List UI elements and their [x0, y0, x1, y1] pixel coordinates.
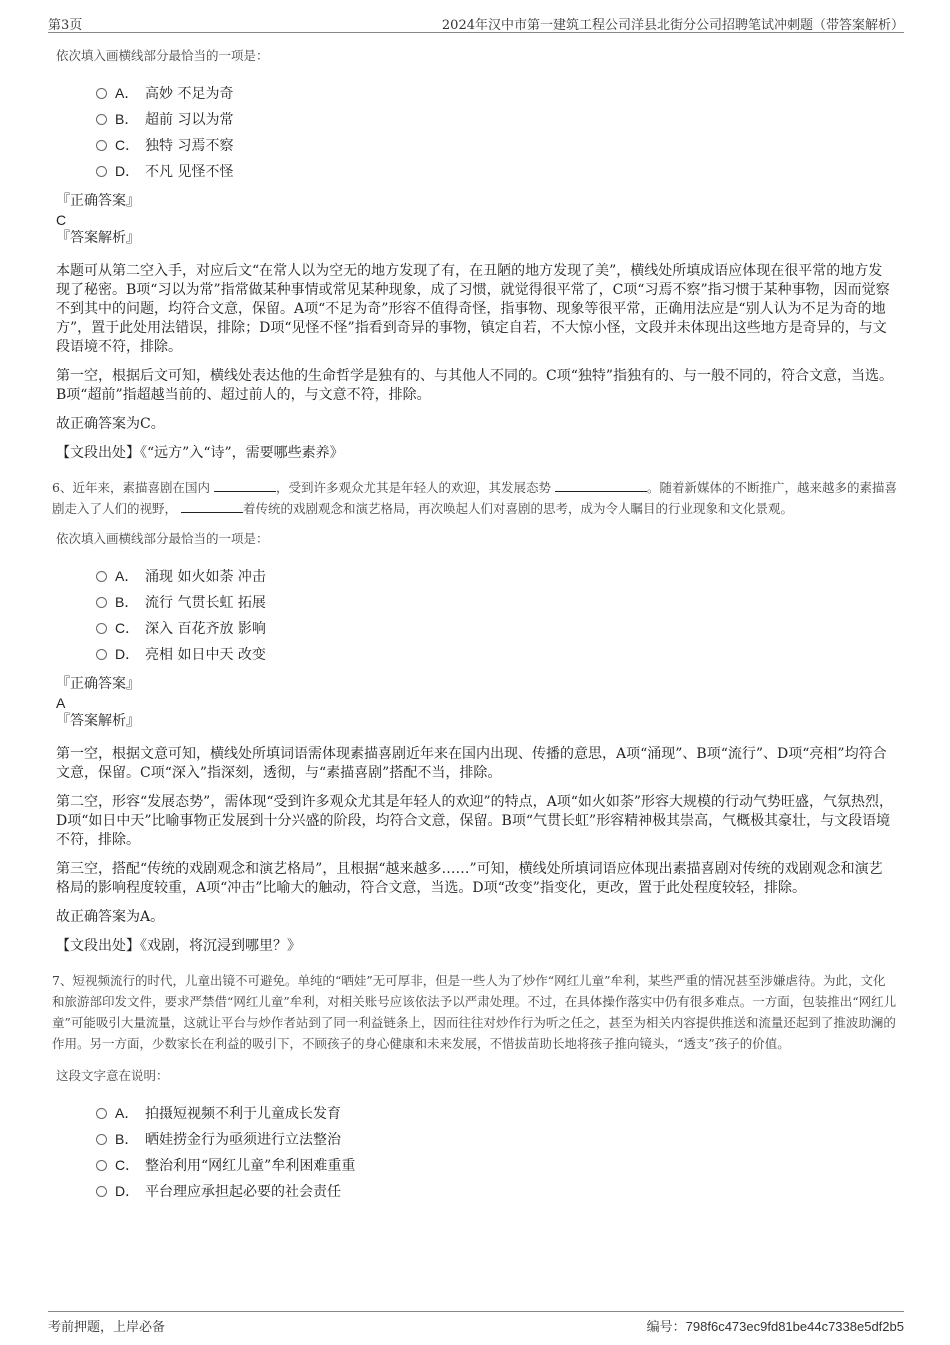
radio-icon[interactable] [96, 571, 107, 582]
option-d[interactable]: D． 亮相 如日中天 改变 [96, 641, 896, 667]
fill-blank[interactable] [214, 479, 276, 492]
radio-icon[interactable] [96, 649, 107, 660]
option-a[interactable]: A． 涌现 如火如荼 冲击 [96, 563, 896, 589]
radio-icon[interactable] [96, 597, 107, 608]
option-b[interactable]: B． 流行 气贯长虹 拓展 [96, 589, 896, 615]
document-title: 2024年汉中市第一建筑工程公司洋县北街分公司招聘笔试冲刺题（带答案解析） [441, 18, 904, 33]
page-content [52, 40, 897, 1204]
question-stem: 6、近年来，素描喜剧在国内 ，受到许多观众尤其是年轻人的欢迎，其发展态势 。随着新媒体的不断推广，越来越多的素描喜剧走入了人们的视野， 着传统的戏剧观念和演艺格局，再次唤起人们对喜剧的思考，成为令人瞩目的行业现象和文化景观。 [52, 480, 897, 516]
answer-value: C [56, 212, 67, 228]
fill-blank[interactable] [181, 500, 243, 513]
fill-blank[interactable] [555, 479, 647, 492]
option-a[interactable]: A． 拍摄短视频不利于儿童成长发育 [96, 1100, 896, 1126]
radio-icon[interactable] [96, 88, 107, 99]
analysis-label: 『答案解析』 [56, 713, 140, 729]
source-line: 【文段出处】《“远方”入“诗”，需要哪些素养》 [56, 445, 344, 461]
question-prompt: 依次填入画横线部分最恰当的一项是： [56, 531, 269, 546]
option-b[interactable]: B． 超前 习以为常 [96, 106, 896, 132]
page-footer [48, 1311, 904, 1338]
analysis-paragraph: 第二空，形容“发展态势”，需体现“受到许多观众尤其是年轻人的欢迎”的特点，A项“如火如荼”形容大规模的行动气势旺盛，气氛热烈，D项“如日中天”比喻事物正发展到十分兴盛的阶段，均符合文意，保留。B项“气贯长虹”形容精神极其崇高，气概极其豪壮，与文段语境不符，排除。 [56, 794, 894, 848]
radio-icon[interactable] [96, 1108, 107, 1119]
option-c[interactable]: C． 独特 习焉不察 [96, 132, 896, 158]
options-list [96, 80, 896, 184]
page-number: 第3页 [48, 18, 83, 33]
question-prompt: 依次填入画横线部分最恰当的一项是： [56, 48, 269, 63]
page-header [48, 12, 904, 33]
option-a[interactable]: A． 高妙 不足为奇 [96, 80, 896, 106]
radio-icon[interactable] [96, 140, 107, 151]
radio-icon[interactable] [96, 1186, 107, 1197]
radio-icon[interactable] [96, 114, 107, 125]
analysis-paragraph: 第一空，根据文意可知，横线处所填词语需体现素描喜剧近年来在国内出现、传播的意思，A项“涌现”、B项“流行”、D项“亮相”均符合文意，保留。C项“深入”指深刻，透彻，与“素描喜剧”搭配不当，排除。 [56, 746, 887, 781]
question-7 [52, 970, 897, 1204]
radio-icon[interactable] [96, 1134, 107, 1145]
source-line: 【文段出处】《戏剧，将沉浸到哪里？》 [56, 938, 301, 954]
analysis-paragraph: 故正确答案为A。 [56, 909, 165, 925]
option-d[interactable]: D． 不凡 见怪不怪 [96, 158, 896, 184]
answer-value: A [56, 695, 66, 711]
footer-slogan: 考前押题，上岸必备 [48, 1320, 166, 1335]
radio-icon[interactable] [96, 623, 107, 634]
analysis-paragraph: 第三空，搭配“传统的戏剧观念和演艺格局”，且根据“越来越多……”可知，横线处所填词语应体现出素描喜剧对传统的戏剧观念和演艺格局的影响程度较重，A项“冲击”比喻大的触动，符合文意，当选。D项“改变”指变化，更改，置于此处程度较轻，排除。 [56, 861, 883, 896]
analysis-label: 『答案解析』 [56, 230, 140, 246]
answer-label: 『正确答案』 [56, 676, 140, 692]
options-list [96, 563, 896, 667]
question-stem: 7、短视频流行的时代，儿童出镜不可避免。单纯的“晒娃”无可厚非，但是一些人为了炒作“网红儿童”牟利，某些严重的情况甚至涉嫌虐待。为此，文化和旅游部印发文件，要求严禁借“网红儿童”牟利，对相关账号应该依法予以严肃处理。不过，在具体操作落实中仍有很多难点。一方面，包装推出“网红儿童”可能吸引大量流量，这就让平台与炒作者站到了同一利益链条上，因而往往对炒作行为听之任之，甚至为相关内容提供推送和流量还起到了推波助澜的作用。另一方面，少数家长在利益的吸引下，不顾孩子的身心健康和未来发展，不惜拔苗助长地将孩子推向镜头，“透支”孩子的价值。 [52, 973, 897, 1051]
analysis-paragraph: 本题可从第二空入手，对应后文“在常人以为空无的地方发现了有，在丑陋的地方发现了美”，横线处所填成语应体现在很平常的地方发现了秘密。B项“习以为常”指常做某种事情或常见某种现象，成了习惯，就觉得很平常了，C项“习焉不察”指习惯于某种事物，因而觉察不到其中的问题，均符合文意，保留。A项“不足为奇”形容不值得奇怪，指事物、现象等很平常，正确用法应是“别人认为不足为奇的地方”，置于此处用法错误，排除；D项“见怪不怪”指看到奇异的事物，镇定自若，不大惊小怪，文段并未体现出这些地方是奇异的，与文段语境不符，排除。 [56, 263, 890, 355]
option-b[interactable]: B． 晒娃捞金行为亟须进行立法整治 [96, 1126, 896, 1152]
question-6 [52, 477, 897, 956]
option-c[interactable]: C． 整治利用“网红儿童”牟利困难重重 [96, 1152, 896, 1178]
question-5 [56, 46, 896, 463]
document-id: 编号：798f6c473ec9fd81be44c7338e5df2b5 [646, 1319, 904, 1334]
analysis-paragraph: 故正确答案为C。 [56, 416, 165, 432]
option-d[interactable]: D． 平台理应承担起必要的社会责任 [96, 1178, 896, 1204]
option-c[interactable]: C． 深入 百花齐放 影响 [96, 615, 896, 641]
options-list [96, 1100, 896, 1204]
analysis-paragraph: 第一空，根据后文可知，横线处表达他的生命哲学是独有的、与其他人不同的。C项“独特”指独有的、与一般不同的，符合文意，当选。B项“超前”指超越当前的、超过前人的，与文意不符，排除。 [56, 368, 894, 403]
radio-icon[interactable] [96, 166, 107, 177]
radio-icon[interactable] [96, 1160, 107, 1171]
answer-label: 『正确答案』 [56, 193, 140, 209]
question-prompt: 这段文字意在说明： [56, 1068, 169, 1083]
